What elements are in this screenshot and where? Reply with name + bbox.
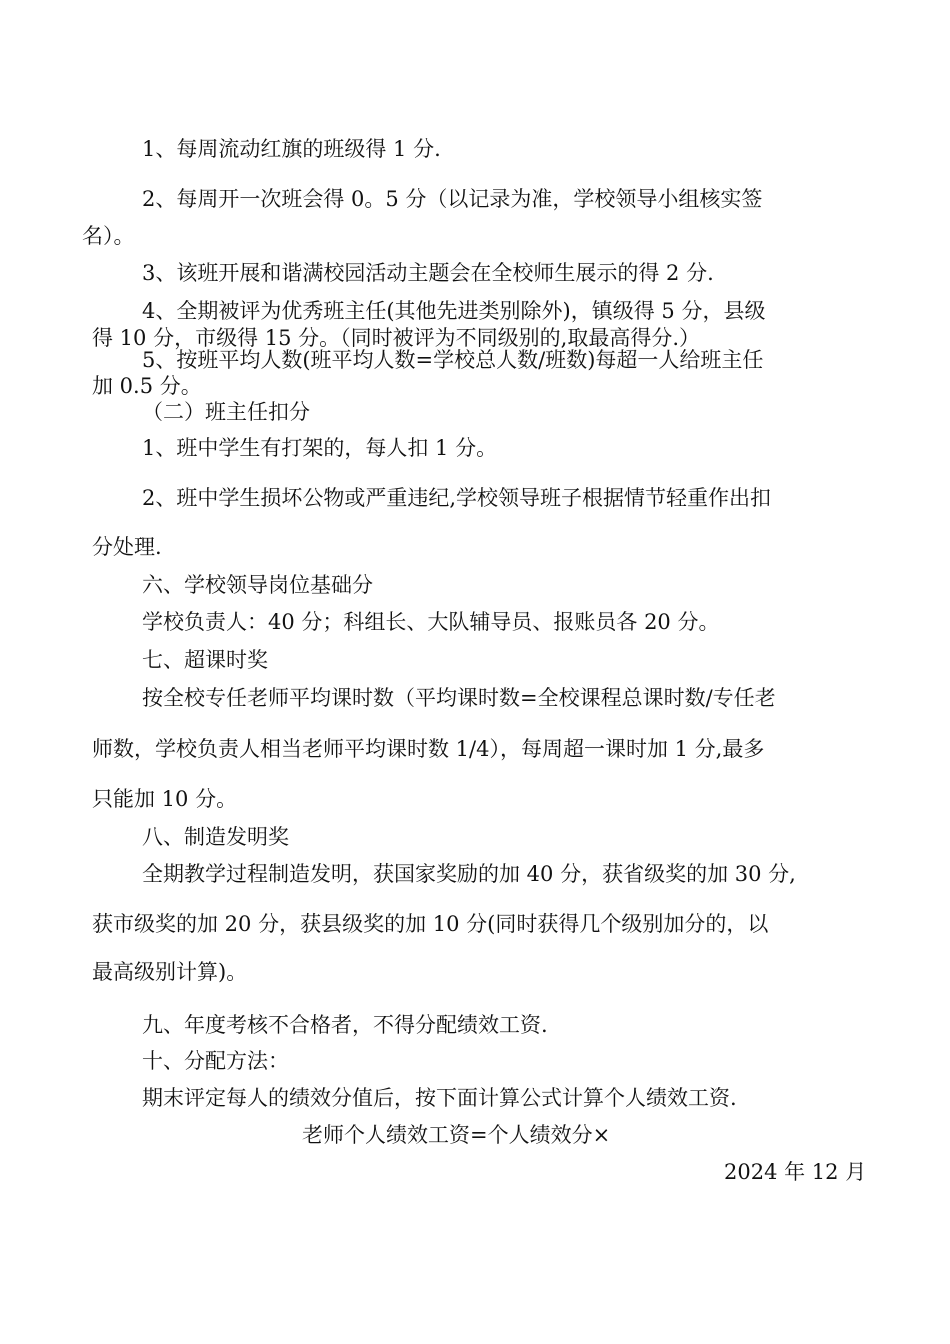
formula: 老师个人绩效工资=个人绩效分×: [302, 1123, 611, 1147]
item-class-meeting-cont: 名）。: [82, 224, 135, 248]
item-overtime-cont: 师数，学校负责人相当老师平均课时数 1/4），每周超一课时加 1 分,最多: [92, 737, 765, 761]
item-invention-cont: 获市级奖的加 20 分，获县级奖的加 10 分(同时获得几个级别加分的，以: [92, 912, 769, 936]
item-invention-cont2: 最高级别计算)。: [92, 960, 248, 984]
item-distribution: 期末评定每人的绩效分值后，按下面计算公式计算个人绩效工资.: [142, 1086, 737, 1110]
section-deduction: （二）班主任扣分: [142, 400, 310, 424]
item-damage: 2、班中学生损坏公物或严重违纪,学校领导班子根据情节轻重作出扣: [142, 486, 772, 510]
section-leader-base: 六、学校领导岗位基础分: [142, 573, 373, 597]
section-distribution: 十、分配方法：: [142, 1049, 289, 1073]
item-excellent-teacher: 4、全期被评为优秀班主任(其他先进类别除外)，镇级得 5 分，县级: [142, 299, 766, 323]
item-invention: 全期教学过程制造发明，获国家奖励的加 40 分，获省级奖的加 30 分,: [142, 862, 796, 886]
section-invention: 八、制造发明奖: [142, 825, 289, 849]
item-fighting: 1、班中学生有打架的，每人扣 1 分。: [142, 436, 498, 460]
item-damage-cont: 分处理.: [92, 535, 162, 559]
item-harmony-campus: 3、该班开展和谐满校园活动主题会在全校师生展示的得 2 分.: [142, 261, 714, 285]
document-date: 2024 年 12 月: [724, 1160, 867, 1184]
item-class-size-cont: 加 0.5 分。: [92, 374, 202, 398]
item-overtime: 按全校专任老师平均课时数（平均课时数=全校课程总课时数/专任老: [142, 686, 776, 710]
item-leader-base: 学校负责人：40 分；科组长、大队辅导员、报账员各 20 分。: [142, 610, 720, 634]
item-weekly-red-flag: 1、每周流动红旗的班级得 1 分.: [142, 137, 441, 161]
section-assessment: 九、年度考核不合格者，不得分配绩效工资.: [142, 1013, 548, 1037]
item-excellent-teacher-cont: 得 10 分，市级得 15 分。（同时被评为不同级别的,取最高得分.）: [92, 326, 700, 350]
item-overtime-cont2: 只能加 10 分。: [92, 787, 238, 811]
section-overtime: 七、超课时奖: [142, 648, 268, 672]
item-class-meeting: 2、每周开一次班会得 0。5 分（以记录为准，学校领导小组核实签: [142, 187, 763, 211]
item-class-size: 5、按班平均人数(班平均人数=学校总人数/班数)每超一人给班主任: [142, 348, 764, 372]
